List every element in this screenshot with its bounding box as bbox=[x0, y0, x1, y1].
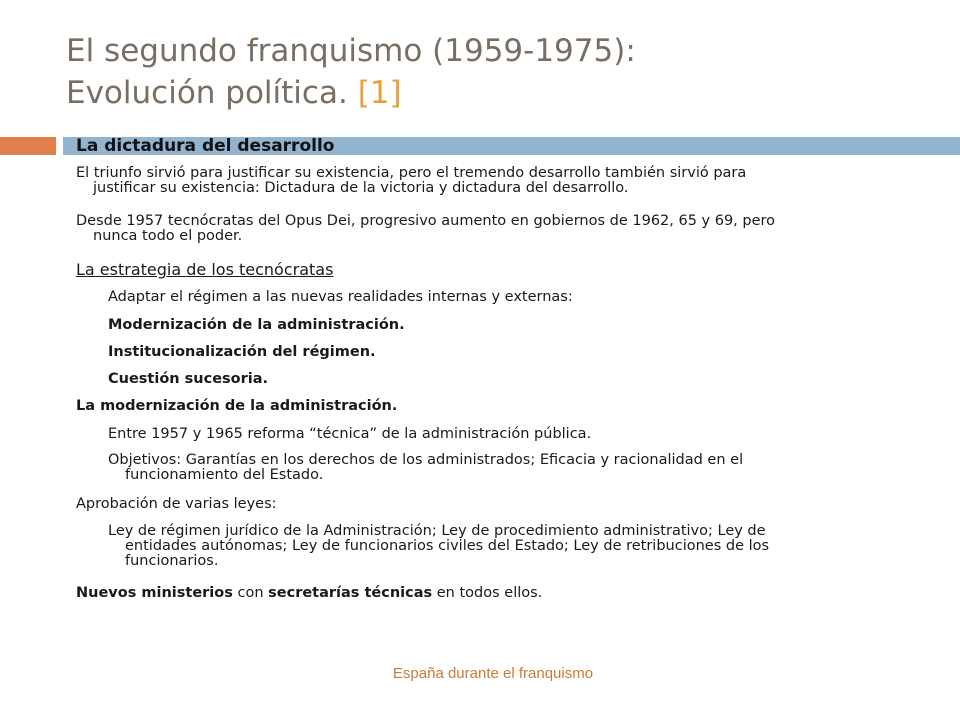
laws-intro: Aprobación de varias leyes: bbox=[76, 496, 277, 512]
final-paragraph bbox=[76, 586, 542, 601]
heading-rule-accent bbox=[0, 137, 56, 155]
strategy-item-3: Cuestión sucesoria. bbox=[108, 371, 269, 387]
paragraph-triunfo-line-1: El triunfo sirvió para justificar su existencia, pero el tremendo desarrollo también sirvió para bbox=[76, 165, 747, 181]
modernization-objectives bbox=[108, 452, 744, 483]
title-reference: [1] bbox=[357, 75, 402, 111]
section-heading: La dictadura del desarrollo bbox=[76, 136, 335, 156]
strategy-item-1: Modernización de la administración. bbox=[108, 317, 405, 333]
laws-line-2: entidades autónomas; Ley de funcionarios civiles del Estado; Ley de retribuciones de los bbox=[125, 538, 770, 554]
paragraph-triunfo bbox=[76, 165, 747, 196]
modernization-heading: La modernización de la administración. bbox=[76, 398, 398, 414]
final-bold-secretarias: secretarías técnicas bbox=[268, 585, 433, 601]
strategy-item-2: Institucionalización del régimen. bbox=[108, 344, 376, 360]
strategy-intro: Adaptar el régimen a las nuevas realidades internas y externas: bbox=[108, 289, 573, 305]
laws-line-1: Ley de régimen jurídico de la Administración; Ley de procedimiento administrativo; Ley de bbox=[108, 523, 766, 539]
laws-list bbox=[108, 523, 770, 569]
slide-footer: España durante el franquismo bbox=[392, 665, 594, 682]
final-text-2: en todos ellos. bbox=[432, 585, 543, 601]
paragraph-triunfo-line-2: justificar su existencia: Dictadura de la victoria y dictadura del desarrollo. bbox=[93, 180, 629, 196]
subheading-strategy: La estrategia de los tecnócratas bbox=[76, 260, 334, 279]
title-line-2-text: Evolución política. bbox=[66, 75, 348, 111]
title-line-1: El segundo franquismo (1959-1975): bbox=[66, 33, 636, 69]
objectives-line-1: Objetivos: Garantías en los derechos de los administrados; Eficacia y racionalidad en el bbox=[108, 452, 744, 468]
paragraph-tecnocratas bbox=[76, 213, 776, 244]
final-bold-ministerios: Nuevos ministerios bbox=[76, 585, 233, 601]
laws-line-3: funcionarios. bbox=[125, 553, 219, 569]
paragraph-tecnocratas-line-1: Desde 1957 tecnócratas del Opus Dei, progresivo aumento en gobiernos de 1962, 65 y 69, pero bbox=[76, 213, 776, 229]
final-text-1: con bbox=[232, 585, 269, 601]
title-line-2 bbox=[66, 72, 926, 114]
slide-title bbox=[66, 30, 926, 114]
paragraph-tecnocratas-line-2: nunca todo el poder. bbox=[93, 228, 243, 244]
modernization-reform: Entre 1957 y 1965 reforma “técnica” de la administración pública. bbox=[108, 426, 592, 442]
objectives-line-2: funcionamiento del Estado. bbox=[125, 467, 324, 483]
